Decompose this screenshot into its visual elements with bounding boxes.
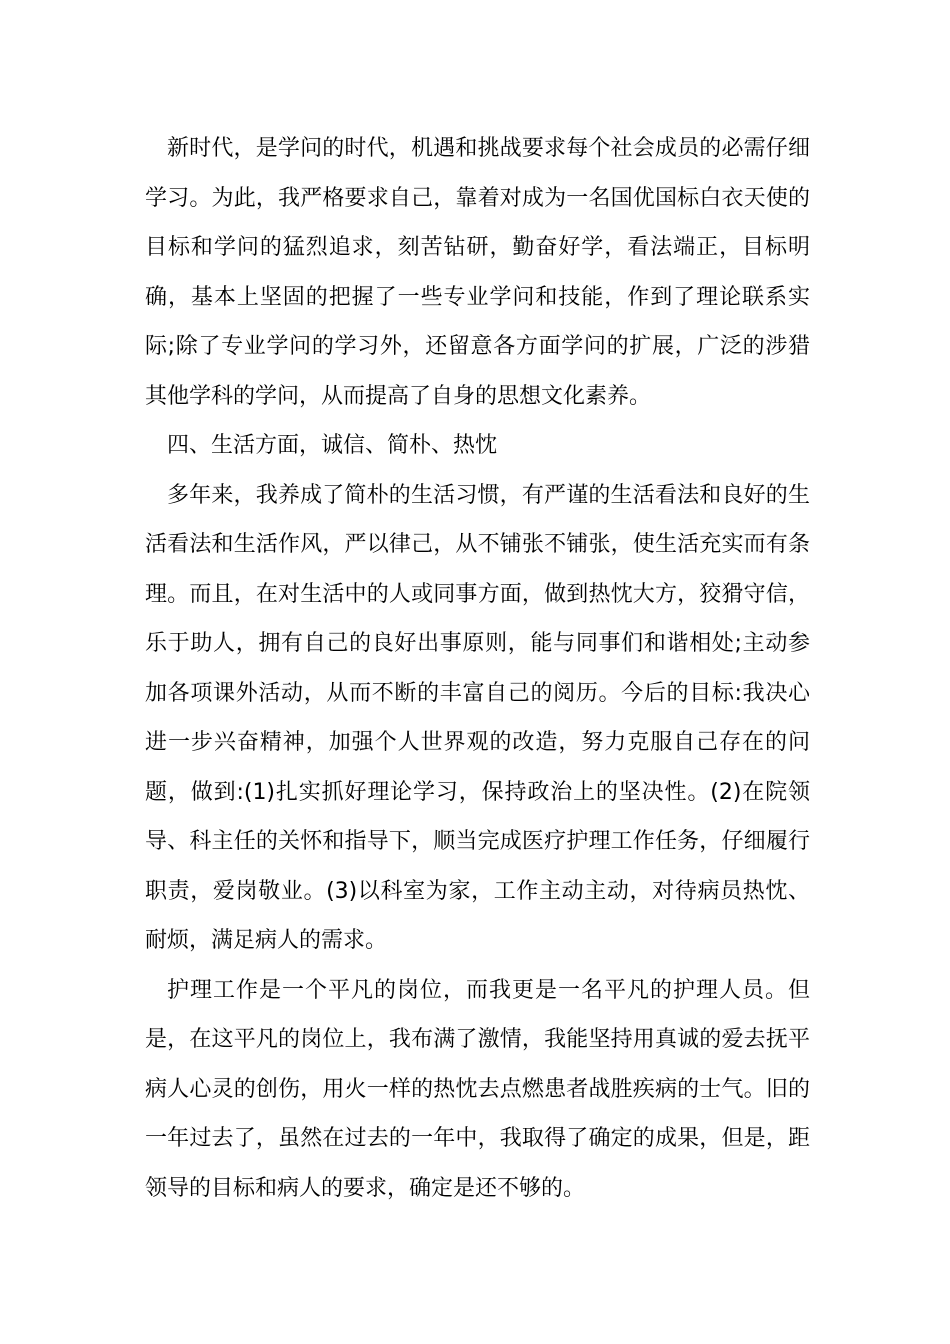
paragraph-life: 多年来，我养成了简朴的生活习惯，有严谨的生活看法和良好的生活看法和生活作风，严以律己，从不铺张不铺张，使生活充实而有条理。而且，在对生活中的人或同事方面，做到热忱大方，狡猾守信，乐于助人，拥有自己的良好出事原则，能与同事们和谐相处;主动参加各项课外活动，从而不断的丰富自己的阅历。今后的目标:我决心进一步兴奋精神，加强个人世界观的改造，努力克服自己存在的问题，做到:(1)扎实抓好理论学习，保持政治上的坚决性。(2)在院领导、科主任的关怀和指导下，顺当完成医疗护理工作任务，仔细履行职责，爱岗敬业。(3)以科室为家，工作主动主动，对待病员热忱、耐烦，满足病人的需求。 [145, 482, 810, 953]
section-heading-life: 四、生活方面，诚信、简朴、热忱 [167, 433, 498, 458]
paragraph-nursing: 护理工作是一个平凡的岗位，而我更是一名平凡的护理人员。但是，在这平凡的岗位上，我布满了激情，我能坚持用真诚的爱去抚平病人心灵的创伤，用火一样的热忱去点燃患者战胜疾病的士气。旧的一年过去了，虽然在过去的一年中，我取得了确定的成果，但是，距领导的目标和病人的要求，确定是还不够的。 [145, 977, 810, 1201]
document-body [145, 124, 810, 1213]
paragraph-study: 新时代，是学问的时代，机遇和挑战要求每个社会成员的必需仔细学习。为此，我严格要求自己，靠着对成为一名国优国标白衣天使的目标和学问的猛烈追求，刻苦钻研，勤奋好学，看法端正，目标明确，基本上坚固的把握了一些专业学问和技能，作到了理论联系实际;除了专业学问的学习外，还留意各方面学问的扩展，广泛的涉猎其他学科的学问，从而提高了自身的思想文化素养。 [145, 136, 810, 409]
